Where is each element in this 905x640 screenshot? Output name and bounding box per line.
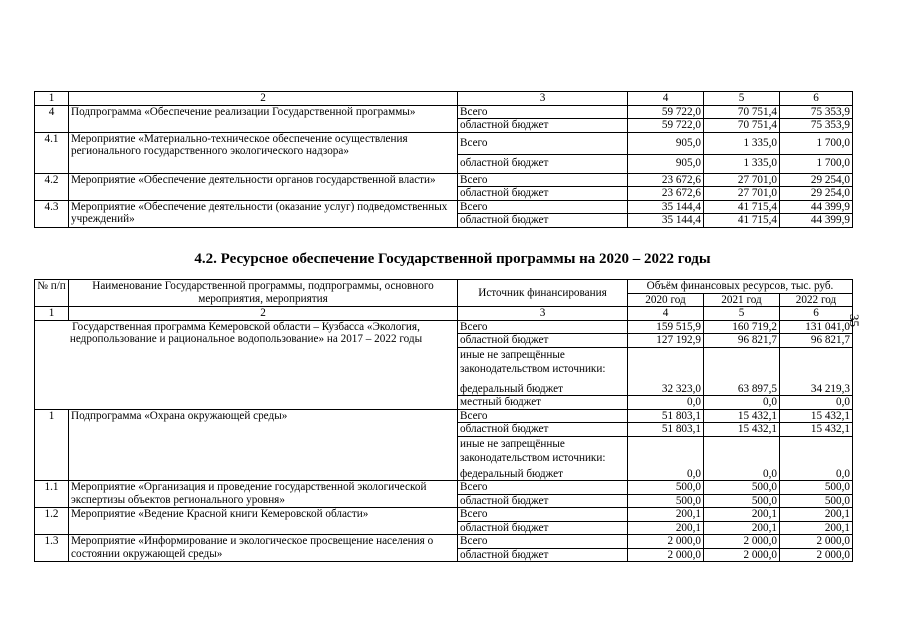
- table-row: [35, 409, 853, 423]
- value-cell: 29 254,0: [780, 173, 853, 187]
- value-cell: 2 000,0: [628, 535, 704, 549]
- value-cell: 41 715,4: [704, 214, 780, 228]
- column-number-row: [35, 92, 853, 106]
- value-cell: 34 219,3: [780, 376, 853, 396]
- page-number: 35: [847, 314, 862, 327]
- col-num: 1: [35, 307, 69, 321]
- table-row: [35, 105, 853, 119]
- funding-source: областной бюджет: [458, 119, 628, 133]
- section-title: 4.2. Ресурсное обеспечение Государственной программы на 2020 – 2022 годы: [194, 251, 711, 267]
- funding-source: местный бюджет: [458, 396, 628, 410]
- value-cell: 500,0: [704, 494, 780, 508]
- value-cell: 29 254,0: [780, 187, 853, 201]
- header-year: 2020 год: [628, 293, 704, 307]
- header-number: № п/п: [35, 280, 69, 307]
- funding-source: областной бюджет: [458, 187, 628, 201]
- value-cell: 96 821,7: [704, 334, 780, 348]
- funding-source: Всего: [458, 409, 628, 423]
- value-cell: 0,0: [780, 396, 853, 410]
- value-cell: 0,0: [704, 396, 780, 410]
- value-cell: 0,0: [628, 465, 704, 481]
- funding-source: областной бюджет: [458, 494, 628, 508]
- row-number: 4.2: [35, 173, 69, 200]
- value-cell: 200,1: [780, 508, 853, 522]
- header-year: 2022 год: [780, 293, 853, 307]
- value-cell: [704, 436, 780, 465]
- value-cell: 200,1: [780, 521, 853, 535]
- funding-source: областной бюджет: [458, 521, 628, 535]
- value-cell: 15 432,1: [780, 423, 853, 437]
- col-num: 4: [628, 307, 704, 321]
- value-cell: 75 353,9: [780, 105, 853, 119]
- value-cell: [628, 436, 704, 465]
- value-cell: 15 432,1: [704, 409, 780, 423]
- value-cell: [780, 436, 853, 465]
- funding-source: областной бюджет: [458, 423, 628, 437]
- col-num: 3: [458, 92, 628, 106]
- value-cell: 70 751,4: [704, 119, 780, 133]
- col-num: 1: [35, 92, 69, 106]
- table-row: [35, 200, 853, 214]
- col-num: 4: [628, 92, 704, 106]
- value-cell: [628, 347, 704, 376]
- value-cell: 131 041,0: [780, 320, 853, 334]
- column-number-row: [35, 307, 853, 321]
- value-cell: 905,0: [628, 132, 704, 154]
- value-cell: 51 803,1: [628, 409, 704, 423]
- value-cell: 51 803,1: [628, 423, 704, 437]
- header-volume: Объём финансовых ресурсов, тыс. руб.: [628, 280, 853, 294]
- program-name: Государственная программа Кемеровской области – Кузбасса «Экология, недропользование и рациональное водопользование» на 2017 – 2022 годы: [35, 320, 458, 409]
- col-num: 2: [69, 307, 458, 321]
- value-cell: 200,1: [704, 521, 780, 535]
- row-number: 1.1: [35, 481, 69, 508]
- value-cell: 0,0: [780, 465, 853, 481]
- value-cell: 500,0: [780, 494, 853, 508]
- row-number: 4: [35, 105, 69, 132]
- value-cell: 0,0: [704, 465, 780, 481]
- row-name: Мероприятие «Организация и проведение государственной экологической экспертизы объектов регионального уровня»: [69, 481, 458, 508]
- col-num: 5: [704, 307, 780, 321]
- value-cell: 23 672,6: [628, 187, 704, 201]
- value-cell: [780, 347, 853, 376]
- table-row: [35, 173, 853, 187]
- row-number: 1.2: [35, 508, 69, 535]
- funding-source: областной бюджет: [458, 154, 628, 173]
- value-cell: 32 323,0: [628, 376, 704, 396]
- row-number: 1.3: [35, 535, 69, 562]
- funding-source: Всего: [458, 508, 628, 522]
- col-num: 6: [780, 92, 853, 106]
- header-year: 2021 год: [704, 293, 780, 307]
- funding-source: Всего: [458, 105, 628, 119]
- value-cell: 500,0: [628, 481, 704, 495]
- value-cell: 15 432,1: [704, 423, 780, 437]
- col-num: 3: [458, 307, 628, 321]
- value-cell: 500,0: [780, 481, 853, 495]
- value-cell: 2 000,0: [780, 535, 853, 549]
- value-cell: 0,0: [628, 396, 704, 410]
- col-num: 5: [704, 92, 780, 106]
- value-cell: 15 432,1: [780, 409, 853, 423]
- resource-table: [34, 279, 853, 562]
- value-cell: 200,1: [704, 508, 780, 522]
- header-name: Наименование Государственной программы, подпрограммы, основного мероприятия, мероприятия: [69, 280, 458, 307]
- row-name: Мероприятие «Материально-техническое обеспечение осуществления регионального государственного экологического надзора»: [69, 132, 458, 173]
- value-cell: 27 701,0: [704, 187, 780, 201]
- value-cell: 2 000,0: [628, 548, 704, 562]
- value-cell: 59 722,0: [628, 119, 704, 133]
- table-row: [35, 481, 853, 495]
- funding-source: федеральный бюджет: [458, 465, 628, 481]
- table-row: [35, 132, 853, 154]
- funding-source: иные не запрещённые законодательством источники:: [458, 436, 628, 465]
- row-name: Мероприятие «Ведение Красной книги Кемеровской области»: [69, 508, 458, 535]
- col-num: 6: [780, 307, 853, 321]
- value-cell: 35 144,4: [628, 200, 704, 214]
- value-cell: 2 000,0: [780, 548, 853, 562]
- funding-source: иные не запрещённые законодательством источники:: [458, 347, 628, 376]
- value-cell: 44 399,9: [780, 200, 853, 214]
- value-cell: 500,0: [628, 494, 704, 508]
- value-cell: 2 000,0: [704, 548, 780, 562]
- value-cell: 2 000,0: [704, 535, 780, 549]
- funding-source: Всего: [458, 481, 628, 495]
- value-cell: 127 192,9: [628, 334, 704, 348]
- program-table-continued: [34, 91, 853, 228]
- table-row: [35, 535, 853, 549]
- row-number: 1: [35, 409, 69, 481]
- value-cell: 41 715,4: [704, 200, 780, 214]
- value-cell: 1 700,0: [780, 132, 853, 154]
- value-cell: 75 353,9: [780, 119, 853, 133]
- value-cell: 905,0: [628, 154, 704, 173]
- col-num: 2: [69, 92, 458, 106]
- funding-source: Всего: [458, 173, 628, 187]
- value-cell: 200,1: [628, 508, 704, 522]
- row-name: Подпрограмма «Охрана окружающей среды»: [69, 409, 458, 481]
- funding-source: областной бюджет: [458, 334, 628, 348]
- value-cell: 1 335,0: [704, 132, 780, 154]
- funding-source: областной бюджет: [458, 548, 628, 562]
- funding-source: Всего: [458, 535, 628, 549]
- value-cell: 59 722,0: [628, 105, 704, 119]
- header-source: Источник финансирования: [458, 280, 628, 307]
- row-name: Мероприятие «Информирование и экологическое просвещение населения о состоянии окружающей среды»: [69, 535, 458, 562]
- table-row: [35, 508, 853, 522]
- value-cell: 70 751,4: [704, 105, 780, 119]
- value-cell: 23 672,6: [628, 173, 704, 187]
- value-cell: 27 701,0: [704, 173, 780, 187]
- value-cell: 35 144,4: [628, 214, 704, 228]
- funding-source: Всего: [458, 200, 628, 214]
- value-cell: [704, 347, 780, 376]
- row-name: Мероприятие «Обеспечение деятельности органов государственной власти»: [69, 173, 458, 200]
- funding-source: федеральный бюджет: [458, 376, 628, 396]
- row-number: 4.1: [35, 132, 69, 173]
- funding-source: областной бюджет: [458, 214, 628, 228]
- row-name: Мероприятие «Обеспечение деятельности (оказание услуг) подведомственных учреждений»: [69, 200, 458, 227]
- funding-source: Всего: [458, 132, 628, 154]
- row-number: 4.3: [35, 200, 69, 227]
- value-cell: 159 515,9: [628, 320, 704, 334]
- value-cell: 44 399,9: [780, 214, 853, 228]
- value-cell: 160 719,2: [704, 320, 780, 334]
- value-cell: 500,0: [704, 481, 780, 495]
- table-row: [35, 320, 853, 334]
- funding-source: Всего: [458, 320, 628, 334]
- header-row: [35, 280, 853, 294]
- value-cell: 1 700,0: [780, 154, 853, 173]
- value-cell: 1 335,0: [704, 154, 780, 173]
- value-cell: 96 821,7: [780, 334, 853, 348]
- value-cell: 200,1: [628, 521, 704, 535]
- value-cell: 63 897,5: [704, 376, 780, 396]
- row-name: Подпрограмма «Обеспечение реализации Государственной программы»: [69, 105, 458, 132]
